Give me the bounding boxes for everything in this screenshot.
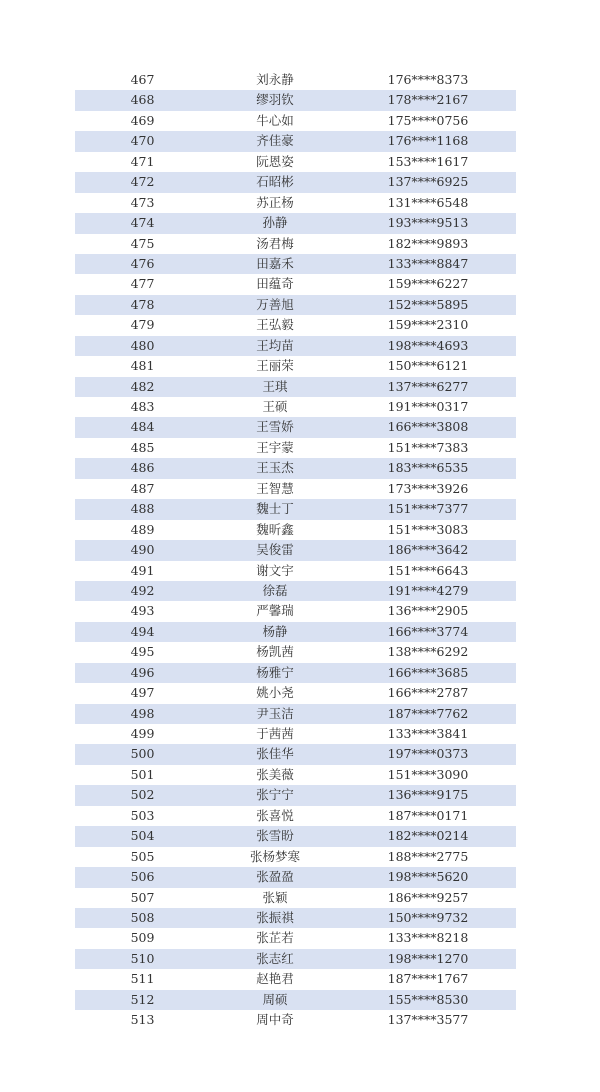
- row-number: 497: [130, 685, 155, 701]
- row-number: 482: [130, 378, 155, 394]
- row-phone: 153****1617: [387, 153, 469, 169]
- table-row: [75, 213, 516, 233]
- row-phone: 166****3808: [387, 419, 469, 435]
- row-name: 牛心如: [256, 112, 294, 128]
- table-row: [75, 724, 516, 744]
- row-name: 田嘉禾: [256, 255, 294, 271]
- row-number: 481: [130, 358, 155, 374]
- row-name: 杨雅宁: [256, 664, 294, 680]
- row-name: 徐磊: [262, 582, 288, 598]
- row-name: 王丽荣: [256, 358, 294, 374]
- row-name: 阮恩姿: [256, 153, 294, 169]
- row-number: 508: [130, 909, 155, 925]
- row-name: 张振祺: [256, 909, 294, 925]
- row-phone: 151****3090: [387, 766, 469, 782]
- row-phone: 136****2905: [387, 603, 469, 619]
- row-name: 张志红: [256, 950, 294, 966]
- table-row: [75, 458, 516, 478]
- table-row: [75, 336, 516, 356]
- row-name: 王硕: [262, 399, 288, 414]
- table-row: [75, 90, 516, 110]
- row-phone: 151****7377: [387, 501, 469, 517]
- row-name: 严馨瑞: [256, 603, 294, 619]
- table-row: [75, 540, 516, 560]
- row-name: 张佳华: [256, 746, 294, 762]
- row-number: 479: [130, 317, 155, 333]
- row-name: 张喜悦: [256, 807, 294, 823]
- row-name: 万善旭: [256, 296, 294, 312]
- table-row: [75, 847, 516, 867]
- row-number: 490: [130, 542, 155, 558]
- row-number: 502: [130, 787, 155, 803]
- row-phone: 137****6277: [387, 378, 469, 394]
- row-name: 尹玉洁: [256, 705, 294, 721]
- table-row: [75, 295, 516, 315]
- table-row: [75, 683, 516, 703]
- row-phone: 166****3774: [387, 623, 469, 639]
- row-phone: 197****0373: [387, 746, 469, 762]
- table-row: [75, 254, 516, 274]
- table-row: [75, 806, 516, 826]
- table-row: [75, 888, 516, 908]
- row-name: 孙静: [262, 215, 288, 231]
- row-name: 张雪盼: [256, 828, 294, 844]
- row-number: 503: [130, 807, 155, 823]
- row-number: 484: [130, 419, 155, 435]
- row-name: 王智慧: [256, 480, 294, 496]
- row-phone: 191****4279: [387, 582, 469, 598]
- row-number: 485: [130, 439, 155, 455]
- row-phone: 138****6292: [387, 644, 469, 660]
- row-phone: 166****3685: [387, 664, 469, 680]
- table-row: [75, 70, 516, 90]
- row-number: 505: [130, 848, 155, 864]
- row-number: 491: [130, 562, 155, 578]
- table-row: [75, 867, 516, 887]
- row-name: 魏昕鑫: [256, 521, 294, 537]
- row-number: 471: [130, 153, 155, 169]
- row-number: 498: [130, 705, 155, 721]
- row-number: 492: [130, 582, 155, 598]
- row-number: 487: [130, 480, 155, 496]
- row-phone: 151****7383: [387, 439, 469, 455]
- row-phone: 133****3841: [387, 726, 469, 741]
- row-number: 475: [130, 235, 155, 251]
- row-number: 494: [130, 623, 155, 639]
- row-name: 吴俊雷: [256, 542, 294, 558]
- table-row: [75, 131, 516, 151]
- row-phone: 193****9513: [387, 215, 469, 231]
- row-phone: 198****5620: [387, 869, 469, 885]
- row-name: 王玉杰: [256, 460, 294, 476]
- row-number: 470: [130, 133, 155, 149]
- row-phone: 159****2310: [387, 317, 469, 333]
- row-name: 张芷若: [256, 930, 294, 946]
- row-name: 张杨梦寒: [249, 848, 300, 864]
- row-name: 张美薇: [256, 766, 294, 782]
- row-phone: 159****6227: [387, 276, 469, 292]
- table-row: [75, 785, 516, 805]
- row-number: 513: [130, 1012, 155, 1028]
- row-phone: 187****0171: [387, 807, 469, 823]
- table-row: [75, 581, 516, 601]
- table-row: [75, 172, 516, 192]
- table-row: [75, 520, 516, 540]
- row-phone: 150****9732: [387, 909, 469, 925]
- table-row: [75, 765, 516, 785]
- row-phone: 151****6643: [387, 562, 469, 578]
- table-row: [75, 438, 516, 458]
- row-name: 周中奇: [256, 1012, 294, 1028]
- row-name: 于茜茜: [256, 726, 294, 741]
- row-name: 齐佳豪: [256, 133, 294, 149]
- row-phone: 166****2787: [387, 685, 469, 701]
- row-number: 493: [130, 603, 155, 619]
- table-row: [75, 377, 516, 397]
- row-phone: 186****3642: [387, 542, 469, 558]
- row-number: 476: [130, 255, 155, 271]
- table-row: [75, 111, 516, 131]
- row-number: 468: [130, 92, 155, 108]
- table-row: [75, 417, 516, 437]
- row-name: 周硕: [262, 991, 288, 1007]
- row-phone: 178****2167: [387, 92, 469, 108]
- row-name: 王琪: [262, 378, 288, 394]
- row-name: 缪羽钦: [256, 92, 294, 108]
- row-number: 510: [130, 950, 155, 966]
- table-row: [75, 315, 516, 335]
- row-number: 506: [130, 869, 155, 885]
- table-row: [75, 152, 516, 172]
- table-row: [75, 193, 516, 213]
- row-name: 田蕴奇: [256, 276, 294, 292]
- row-name: 谢文宇: [256, 562, 294, 578]
- row-number: 509: [130, 930, 155, 946]
- row-phone: 137****3577: [387, 1012, 469, 1028]
- row-number: 472: [130, 174, 155, 190]
- row-phone: 176****8373: [387, 72, 469, 87]
- row-number: 474: [130, 215, 155, 231]
- row-phone: 136****9175: [387, 787, 469, 803]
- row-number: 486: [130, 460, 155, 476]
- row-number: 467: [130, 72, 155, 87]
- table-row: [75, 990, 516, 1010]
- row-number: 483: [130, 399, 155, 414]
- row-name: 张宁宁: [256, 787, 294, 803]
- row-phone: 155****8530: [387, 991, 469, 1007]
- row-phone: 182****0214: [387, 828, 469, 844]
- table-row: [75, 928, 516, 948]
- row-phone: 137****6925: [387, 174, 469, 190]
- row-name: 王宇蒙: [256, 439, 294, 455]
- row-number: 477: [130, 276, 155, 292]
- row-phone: 186****9257: [387, 889, 469, 905]
- row-name: 王雪娇: [256, 419, 294, 435]
- row-phone: 198****4693: [387, 337, 469, 353]
- row-phone: 151****3083: [387, 521, 469, 537]
- table-row: [75, 356, 516, 376]
- row-number: 480: [130, 337, 155, 353]
- row-number: 511: [130, 971, 155, 987]
- row-name: 张颖: [262, 889, 288, 905]
- row-phone: 188****2775: [387, 848, 469, 864]
- row-name: 刘永静: [256, 72, 294, 87]
- row-phone: 187****1767: [387, 971, 469, 987]
- row-number: 495: [130, 644, 155, 660]
- row-number: 512: [130, 991, 155, 1007]
- row-number: 500: [130, 746, 155, 762]
- table-row: [75, 908, 516, 928]
- row-name: 姚小尧: [256, 685, 294, 701]
- row-name: 石昭彬: [256, 174, 294, 190]
- row-name: 张盈盈: [256, 869, 294, 885]
- row-name: 王均苗: [256, 337, 294, 353]
- table-row: [75, 601, 516, 621]
- row-number: 496: [130, 664, 155, 680]
- row-number: 507: [130, 889, 155, 905]
- table-row: [75, 274, 516, 294]
- row-number: 488: [130, 501, 155, 517]
- row-phone: 187****7762: [387, 705, 469, 721]
- row-name: 王弘毅: [256, 317, 294, 333]
- row-phone: 198****1270: [387, 950, 469, 966]
- table-row: [75, 479, 516, 499]
- row-number: 501: [130, 766, 155, 782]
- table-row: [75, 969, 516, 989]
- row-number: 469: [130, 112, 155, 128]
- row-name: 杨凯茜: [256, 644, 294, 660]
- row-name: 杨静: [262, 623, 288, 639]
- table-row: [75, 663, 516, 683]
- row-phone: 150****6121: [387, 358, 469, 374]
- row-name: 汤君梅: [256, 235, 294, 251]
- row-number: 499: [130, 726, 155, 741]
- row-phone: 152****5895: [387, 296, 469, 312]
- row-name: 魏士丁: [256, 501, 294, 517]
- row-phone: 176****1168: [387, 133, 469, 149]
- table-row: [75, 561, 516, 581]
- table-row: [75, 1010, 516, 1030]
- row-phone: 182****9893: [387, 235, 469, 251]
- row-name: 赵艳君: [256, 971, 294, 987]
- row-name: 苏正杨: [256, 194, 294, 210]
- table-row: [75, 704, 516, 724]
- row-number: 489: [130, 521, 155, 537]
- table-row: [75, 642, 516, 662]
- table-row: [75, 949, 516, 969]
- row-phone: 175****0756: [387, 112, 469, 128]
- table-row: [75, 622, 516, 642]
- table-row: [75, 744, 516, 764]
- row-number: 504: [130, 828, 155, 844]
- row-phone: 133****8847: [387, 255, 469, 271]
- row-phone: 133****8218: [387, 930, 469, 946]
- row-number: 478: [130, 296, 155, 312]
- table-row: [75, 826, 516, 846]
- row-phone: 191****0317: [387, 399, 469, 414]
- row-phone: 173****3926: [387, 480, 469, 496]
- table-row: [75, 397, 516, 417]
- row-phone: 183****6535: [387, 460, 469, 476]
- contact-table: [75, 70, 516, 1031]
- table-row: [75, 234, 516, 254]
- row-number: 473: [130, 194, 155, 210]
- row-phone: 131****6548: [387, 194, 469, 210]
- table-row: [75, 499, 516, 519]
